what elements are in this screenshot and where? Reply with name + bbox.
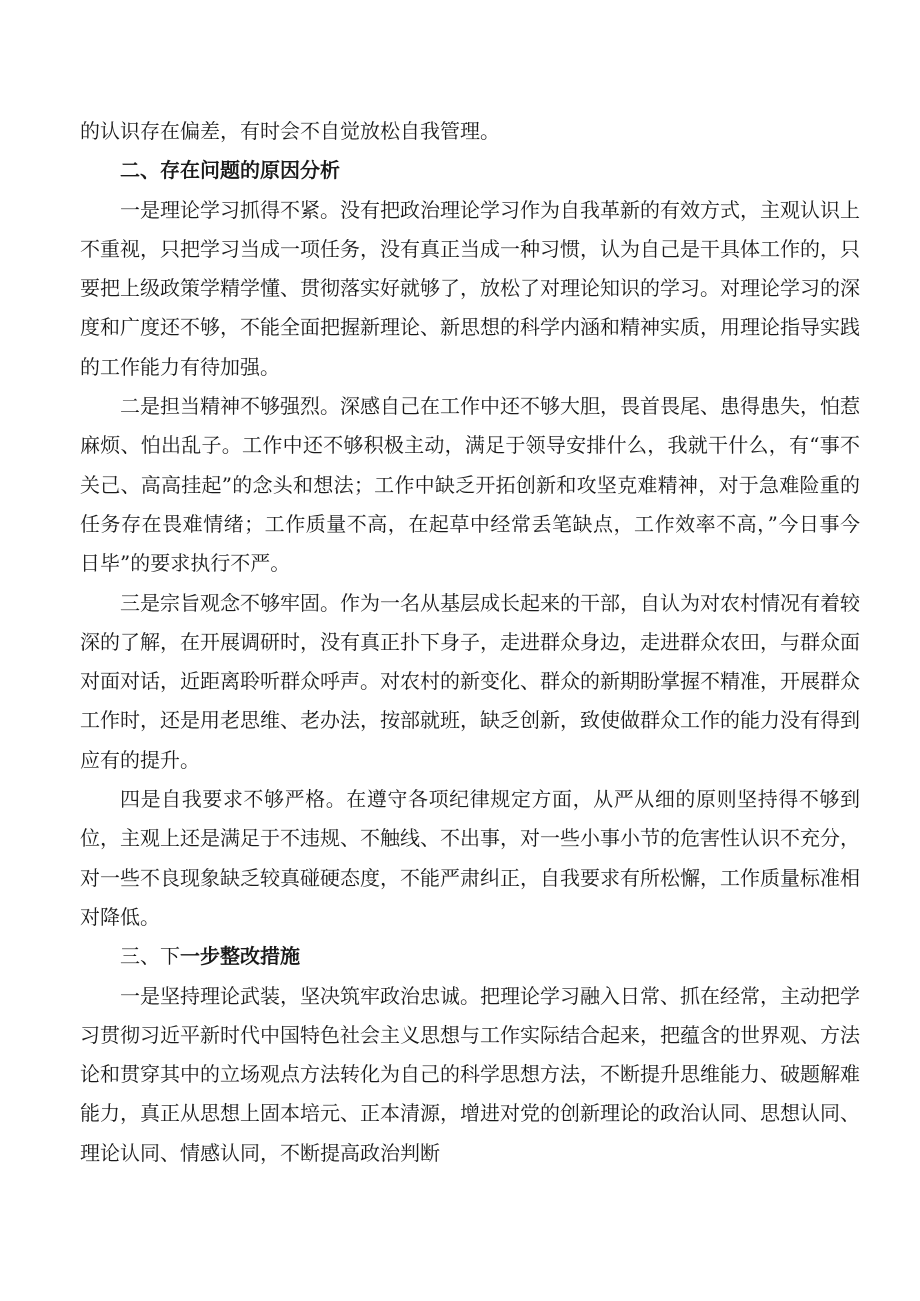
document-page [80,112,860,1173]
paragraph-theory-armament: 一是坚持理论武装，坚决筑牢政治忠诚。把理论学习融入日常、抓在经常，主动把学习贯彻习近平新时代中国特色社会主义思想与工作实际结合起来，把蕴含的世界观、方法论和贯穿其中的立场观点方法转化为自己的科学思想方法，不断提升思维能力、破题解难能力，真正从思想上固本培元、正本清源，增进对党的创新理论的政治认同、思想认同、理论认同、情感认同，不断提高政治判断 [80,983,860,1165]
section-heading-cause-analysis: 二、存在问题的原因分析 [120,158,340,183]
section-heading-prefix: 三、下 [120,944,180,969]
section-heading-rest: 一步整改措施 [180,944,300,969]
paragraph-self-discipline: 四是自我要求不够严格。在遵守各项纪律规定方面，从严从细的原则坚持得不够到位，主观上还是满足于不违规、不触线、不出事，对一些小事小节的危害性认识不充分，对一些不良现象缺乏较真碰硬态度，不能严肃纠正，自我要求有所松懈，工作质量标准相对降低。 [80,787,860,929]
section-heading-rectification [80,937,860,976]
paragraph-continuation: 的认识存在偏差，有时会不自觉放松自我管理。 [80,119,500,143]
paragraph-purpose-concept: 三是宗旨观念不够牢固。作为一名从基层成长起来的干部，自认为对农村情况有着较深的了解，在开展调研时，没有真正扑下身子，走进群众身边，走进群众农田，与群众面对面对话，近距离聆听群众呼声。对农村的新变化、群众的新期盼掌握不精准，开展群众工作时，还是用老思维、老办法，按部就班，缺乏创新，致使做群众工作的能力没有得到应有的提升。 [80,590,860,772]
paragraph-theory-study: 一是理论学习抓得不紧。没有把政治理论学习作为自我革新的有效方式，主观认识上不重视，只把学习当成一项任务，没有真正当成一种习惯，认为自己是干具体工作的，只要把上级政策学精学懂、贯彻落实好就够了，放松了对理论知识的学习。对理论学习的深度和广度还不够，不能全面把握新理论、新思想的科学内涵和精神实质，用理论指导实践的工作能力有待加强。 [80,197,860,379]
paragraph-responsibility: 二是担当精神不够强烈。深感自己在工作中还不够大胆，畏首畏尾、患得患失，怕惹麻烦、怕出乱子。工作中还不够积极主动，满足于领导安排什么，我就干什么，有“事不关己、高高挂起”的念头和想法；工作中缺乏开拓创新和攻坚克难精神，对于急难险重的任务存在畏难情绪；工作质量不高，在起草中经常丢笔缺点，工作效率不高，”今日事今日毕”的要求执行不严。 [80,394,860,576]
